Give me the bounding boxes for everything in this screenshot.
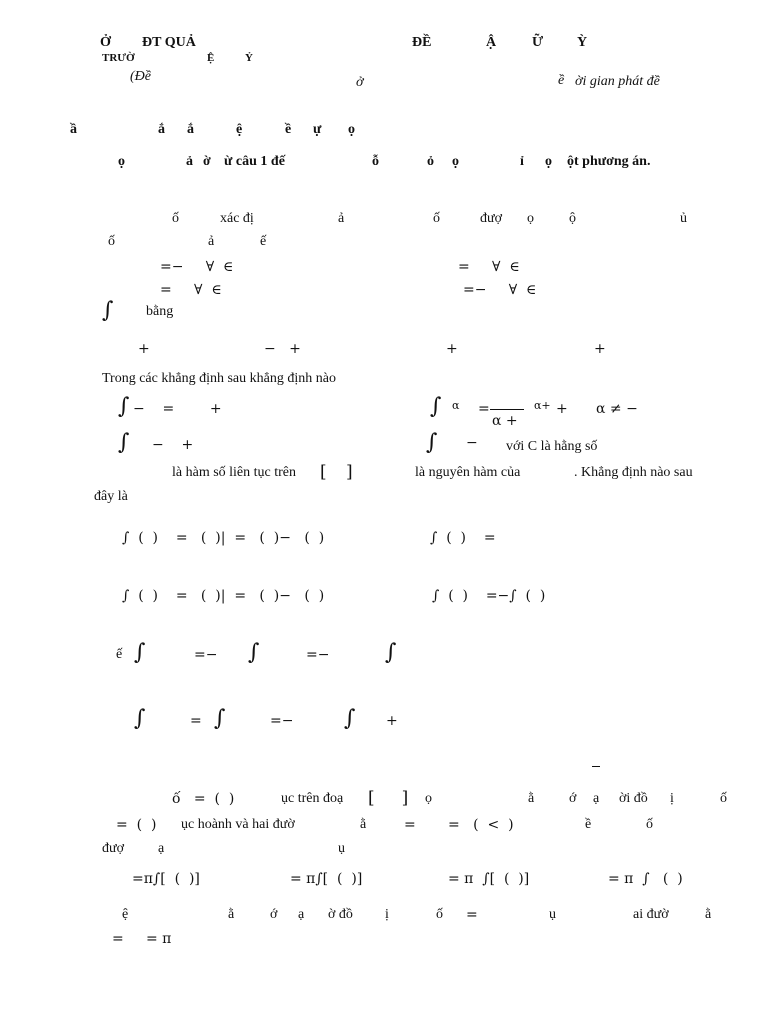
q6-text-r: đượ	[102, 841, 124, 856]
header-school-e: Ỷ	[245, 52, 253, 64]
q5-integral-3: ∫	[385, 640, 397, 665]
q3-text: Trong các khẳng định sau khẳng định nào	[102, 371, 336, 386]
q1-option-a: =− ∀ ∈	[160, 259, 234, 275]
q1-text-e: đượ	[480, 211, 502, 226]
q7-text-j: ai đườ	[633, 907, 669, 922]
q2-integral-sign: ∫	[102, 298, 114, 323]
q1-text-b: xác đị	[220, 211, 254, 226]
q5-integral-1: ∫	[134, 640, 146, 665]
q6-text-n: =	[404, 817, 416, 833]
q6-text-h: ời đồ	[619, 791, 648, 806]
header-school-a: Ở	[100, 35, 111, 50]
q5-plus: +	[386, 713, 398, 729]
q3-option-c-integral: ∫	[118, 430, 130, 455]
instruction-b: ả	[186, 154, 193, 169]
section-heading-f: ự	[313, 122, 322, 137]
q6-text-g: ạ	[593, 791, 600, 806]
q3-option-b-condition: α ≠ −	[596, 401, 638, 417]
section-heading-g: ọ	[348, 122, 355, 137]
q5-integral-6: ∫	[344, 706, 356, 731]
header-school-b: ĐT QUẢ	[142, 35, 196, 50]
q6-option-b: = π∫[ ( )]	[290, 871, 363, 887]
header-note-d: ời gian phát đề	[575, 74, 660, 89]
q1-option-c: = ∀ ∈	[160, 282, 222, 298]
q1-text-k: ế	[260, 234, 267, 249]
q7-text-i: ụ	[549, 907, 556, 922]
q3-option-b-plus: +	[556, 401, 568, 417]
q1-text-d: ố	[433, 211, 440, 226]
q6-text-b: ục trên đoạ	[281, 791, 344, 806]
q7-text-h: =	[466, 907, 478, 923]
q2-option-d: +	[594, 341, 606, 357]
q5-dash	[592, 766, 600, 767]
q3-option-b-exponent-2: α+	[534, 399, 551, 412]
q3-option-c: − +	[152, 437, 194, 453]
q1-text-c: ả	[338, 211, 345, 226]
instruction-h: ỉ	[520, 154, 524, 169]
header-title-b: Ậ	[486, 35, 497, 50]
q6-text-a: ố = ( )	[172, 791, 235, 807]
q6-option-a: =π∫[ ( )]	[132, 871, 200, 887]
q7-text-f: ị	[385, 907, 389, 922]
instruction-e: ỗ	[372, 154, 379, 169]
q3-option-b-integral: ∫	[430, 394, 442, 419]
q4-bracket-left: [	[320, 462, 327, 482]
q7-text-e: ờ đồ	[328, 907, 353, 922]
header-title-a: ĐỀ	[412, 35, 432, 50]
q6-option-c: = π ∫[ ( )]	[448, 871, 530, 887]
q1-text-h: ủ	[680, 211, 687, 226]
q4-text-c: . Khẳng định nào sau	[574, 465, 693, 480]
section-heading-c: ắ	[187, 122, 194, 137]
q6-text-f: ớ	[569, 791, 577, 806]
q4-option-b: ∫ ( ) =	[430, 530, 496, 546]
q6-text-j: ố	[720, 791, 727, 806]
q5-text-a: ế	[116, 647, 123, 662]
q7-text-d: ạ	[298, 907, 305, 922]
q6-text-o: = ( < )	[448, 817, 514, 833]
q7-text-b: ằ	[228, 907, 235, 922]
q7-text-a: ệ	[122, 907, 129, 922]
instruction-g: ọ	[452, 154, 459, 169]
header-school-c: TRƯỜ	[102, 52, 135, 64]
q7-text-c: ớ	[270, 907, 278, 922]
q3-option-d-integral: ∫	[426, 430, 438, 455]
header-note-b: ở	[356, 75, 364, 90]
q5-integral-4: ∫	[134, 706, 146, 731]
q7-text-k: ằ	[705, 907, 712, 922]
q3-option-b-fraction-bar	[490, 409, 524, 410]
q1-option-b: = ∀ ∈	[458, 259, 520, 275]
q5-equals-2: =−	[306, 647, 330, 663]
q4-text-b: là nguyên hàm của	[415, 465, 521, 480]
q1-text-g: ộ	[569, 211, 576, 226]
instruction-i: ọ	[545, 154, 552, 169]
q4-bracket-right: ]	[346, 462, 353, 482]
q6-text-t: ụ	[338, 841, 345, 856]
instruction-j: ột phương án.	[567, 154, 651, 169]
q2-option-a: +	[138, 341, 150, 357]
q5-equals-4: =−	[270, 713, 294, 729]
q2-text: bằng	[146, 304, 174, 319]
q5-equals-1: =−	[194, 647, 218, 663]
q6-text-s: ạ	[158, 841, 165, 856]
q1-text-a: ố	[172, 211, 179, 226]
q6-text-p: ề	[585, 817, 592, 832]
header-title-c: Ữ	[532, 35, 544, 50]
q6-option-d: = π ∫ ( )	[608, 871, 683, 887]
header-note-c: ề	[558, 73, 565, 88]
q3-option-a-integral: ∫	[118, 394, 130, 419]
section-heading-a: ầ	[70, 122, 77, 137]
q3-option-b-equals: =	[478, 401, 490, 417]
instruction-d: ừ câu 1 đế	[224, 154, 285, 169]
q6-text-e: ằ	[528, 791, 535, 806]
q4-option-a: ∫ ( ) = ( )| = ( )− ( )	[122, 530, 325, 546]
q5-integral-2: ∫	[248, 640, 260, 665]
header-title-d: Ỳ	[577, 35, 588, 50]
q6-text-q: ố	[646, 817, 653, 832]
q1-option-d: =− ∀ ∈	[463, 282, 537, 298]
q5-integral-5: ∫	[214, 706, 226, 731]
section-heading-e: ề	[285, 122, 292, 137]
q3-option-d-text: với C là hằng số	[506, 439, 598, 454]
q5-equals-3: =	[190, 713, 202, 729]
q2-option-c: +	[446, 341, 458, 357]
q6-interval: [ ]	[368, 788, 409, 808]
q6-text-i: ị	[670, 791, 674, 806]
section-heading-d: ệ	[236, 122, 243, 137]
q7-text-g: ố	[436, 907, 443, 922]
header-school-d: Ệ	[207, 52, 215, 64]
instruction-f: ỏ	[427, 154, 434, 169]
q1-text-i: ố	[108, 234, 115, 249]
header-note-a: (Đề	[130, 69, 151, 84]
q7-text-l: = = π	[112, 931, 172, 947]
q1-text-j: ả	[208, 234, 215, 249]
q6-text-l: ục hoành và hai đườ	[181, 817, 295, 832]
q3-option-d-minus: −	[466, 435, 478, 451]
q4-option-c: ∫ ( ) = ( )| = ( )− ( )	[122, 588, 325, 604]
q3-option-b-exponent: α	[452, 399, 460, 412]
q3-option-a: − = +	[133, 401, 222, 417]
section-heading-b: ắ	[158, 122, 165, 137]
q6-text-d: ọ	[425, 791, 432, 806]
q4-text-d: đây là	[94, 489, 128, 504]
q6-text-m: ằ	[360, 817, 367, 832]
q3-option-b-denominator: α +	[492, 413, 518, 429]
q4-text-a: là hàm số liên tục trên	[172, 465, 297, 480]
instruction-c: ờ	[203, 154, 211, 169]
q2-option-b: − +	[264, 341, 301, 357]
q4-option-d: ∫ ( ) =−∫ ( )	[432, 588, 546, 604]
instruction-a: ọ	[118, 154, 125, 169]
q1-text-f: ọ	[527, 211, 534, 226]
q6-text-k: = ( )	[116, 817, 157, 833]
